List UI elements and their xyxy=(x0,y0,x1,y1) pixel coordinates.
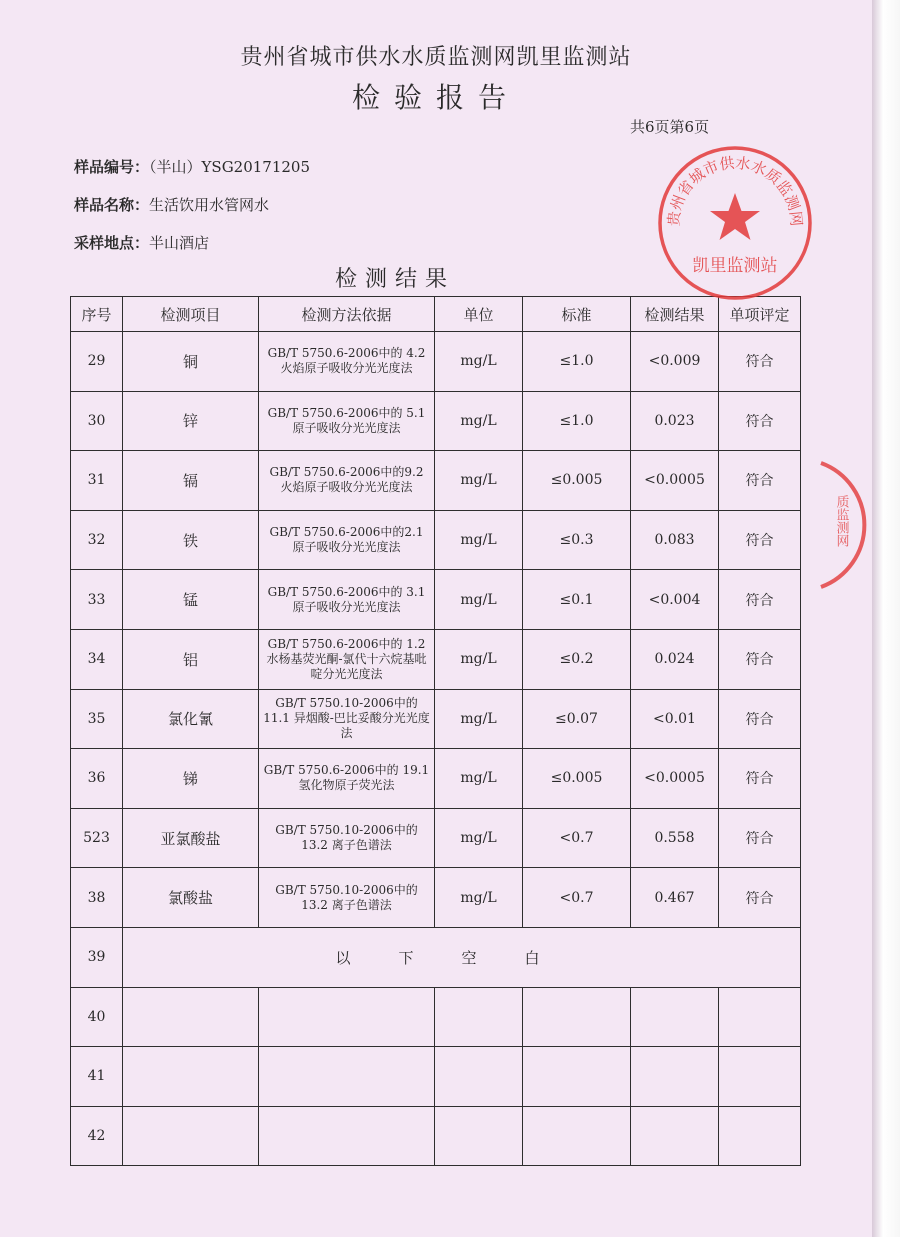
cell-standard: ≤1.0 xyxy=(523,332,631,392)
cell-method: GB/T 5750.6-2006中的 4.2 火焰原子吸收分光光度法 xyxy=(259,332,435,392)
cell-method: GB/T 5750.6-2006中的 1.2 水杨基荧光酮-氯代十六烷基吡啶分光光度法 xyxy=(259,629,435,689)
cell-result: 0.083 xyxy=(631,510,719,570)
cell-verdict: 符合 xyxy=(719,451,801,511)
cell-standard: ≤0.2 xyxy=(523,629,631,689)
sample-id-value: （半山）YSG20171205 xyxy=(149,158,311,176)
table-row xyxy=(71,451,801,511)
table-row xyxy=(71,808,801,868)
sample-name-value: 生活饮用水管网水 xyxy=(149,196,270,214)
table-row xyxy=(71,629,801,689)
cell-verdict: 符合 xyxy=(719,570,801,630)
cell-unit: mg/L xyxy=(435,451,523,511)
cell-result: <0.01 xyxy=(631,689,719,749)
sample-site-label: 采样地点： xyxy=(74,234,150,252)
cell-unit: mg/L xyxy=(435,332,523,392)
cell-no: 32 xyxy=(71,510,123,570)
partial-seal-text: 质监测网 xyxy=(833,495,849,547)
report-title: 检验报告 xyxy=(351,81,520,114)
table-row xyxy=(71,510,801,570)
cell-standard: ≤0.005 xyxy=(523,749,631,809)
cell-verdict: 符合 xyxy=(719,868,801,928)
cell-no: 30 xyxy=(71,391,123,451)
table-row xyxy=(71,391,801,451)
cell-item: 锑 xyxy=(123,749,259,809)
cell-no: 36 xyxy=(71,749,123,809)
cell-method: GB/T 5750.6-2006中的 3.1 原子吸收分光光度法 xyxy=(259,570,435,630)
empty-cell xyxy=(123,1106,259,1166)
cell-standard: ≤0.3 xyxy=(523,510,631,570)
cell-no: 35 xyxy=(71,689,123,749)
sample-site-line xyxy=(74,232,209,253)
cell-standard: ≤1.0 xyxy=(523,391,631,451)
table-row xyxy=(71,689,801,749)
cell-unit: mg/L xyxy=(435,808,523,868)
cell-no: 31 xyxy=(71,451,123,511)
header-standard: 标准 xyxy=(523,297,631,332)
cell-unit: mg/L xyxy=(435,570,523,630)
empty-cell xyxy=(523,1106,631,1166)
cell-unit: mg/L xyxy=(435,510,523,570)
cell-no: 523 xyxy=(71,808,123,868)
empty-cell xyxy=(631,1047,719,1107)
cell-no: 42 xyxy=(71,1106,123,1166)
table-row xyxy=(71,332,801,392)
cell-verdict: 符合 xyxy=(719,808,801,868)
cell-item: 铜 xyxy=(123,332,259,392)
empty-cell xyxy=(123,987,259,1047)
header-method: 检测方法依据 xyxy=(259,297,435,332)
empty-row xyxy=(71,987,801,1047)
empty-row xyxy=(71,1047,801,1107)
table-row xyxy=(71,868,801,928)
cell-method: GB/T 5750.10-2006中的 11.1 异烟酸-巴比妥酸分光光度法 xyxy=(259,689,435,749)
cell-no: 34 xyxy=(71,629,123,689)
cell-result: 0.558 xyxy=(631,808,719,868)
cell-item: 铁 xyxy=(123,510,259,570)
empty-cell xyxy=(631,1106,719,1166)
header-unit: 单位 xyxy=(435,297,523,332)
cell-unit: mg/L xyxy=(435,629,523,689)
cell-method: GB/T 5750.6-2006中的2.1 原子吸收分光光度法 xyxy=(259,510,435,570)
cell-result: <0.004 xyxy=(631,570,719,630)
seal-arc-text: 贵州省城市供水水质监测网 xyxy=(664,153,806,227)
cell-no: 39 xyxy=(71,927,123,987)
cell-result: <0.0005 xyxy=(631,451,719,511)
cell-verdict: 符合 xyxy=(719,332,801,392)
cell-method: GB/T 5750.10-2006中的 13.2 离子色谱法 xyxy=(259,808,435,868)
empty-cell xyxy=(435,987,523,1047)
cell-unit: mg/L xyxy=(435,868,523,928)
partial-seal-stamp xyxy=(815,455,875,595)
cell-no: 40 xyxy=(71,987,123,1047)
header-result: 检测结果 xyxy=(631,297,719,332)
cell-standard: ≤0.07 xyxy=(523,689,631,749)
cell-item: 亚氯酸盐 xyxy=(123,808,259,868)
sample-name-label: 样品名称： xyxy=(74,196,150,214)
table-row xyxy=(71,570,801,630)
header-no: 序号 xyxy=(71,297,123,332)
cell-verdict: 符合 xyxy=(719,391,801,451)
empty-row xyxy=(71,1106,801,1166)
organization-name: 贵州省城市供水水质监测网凯里监测站 xyxy=(240,45,632,70)
cell-method: GB/T 5750.6-2006中的9.2 火焰原子吸收分光光度法 xyxy=(259,451,435,511)
cell-method: GB/T 5750.6-2006中的 5.1 原子吸收分光光度法 xyxy=(259,391,435,451)
cell-item: 铝 xyxy=(123,629,259,689)
empty-cell xyxy=(259,1106,435,1166)
sample-id-line xyxy=(74,156,310,177)
blank-row xyxy=(71,927,801,987)
empty-cell xyxy=(719,987,801,1047)
cell-result: 0.023 xyxy=(631,391,719,451)
cell-method: GB/T 5750.10-2006中的 13.2 离子色谱法 xyxy=(259,868,435,928)
empty-cell xyxy=(719,1047,801,1107)
cell-standard: ≤0.005 xyxy=(523,451,631,511)
seal-bottom-text: 凯里监测站 xyxy=(692,256,778,276)
official-seal-stamp xyxy=(655,143,815,303)
cell-verdict: 符合 xyxy=(719,629,801,689)
cell-result: <0.0005 xyxy=(631,749,719,809)
cell-unit: mg/L xyxy=(435,391,523,451)
blank-text: 以下空白 xyxy=(123,927,801,987)
sample-id-label: 样品编号： xyxy=(74,158,150,176)
cell-result: <0.009 xyxy=(631,332,719,392)
cell-standard: <0.7 xyxy=(523,808,631,868)
cell-verdict: 符合 xyxy=(719,749,801,809)
paper-edge xyxy=(872,0,900,1237)
empty-cell xyxy=(259,987,435,1047)
cell-standard: ≤0.1 xyxy=(523,570,631,630)
results-table xyxy=(70,296,801,1166)
cell-item: 锰 xyxy=(123,570,259,630)
cell-item: 氯酸盐 xyxy=(123,868,259,928)
sample-site-value: 半山酒店 xyxy=(149,234,210,252)
empty-cell xyxy=(523,987,631,1047)
empty-cell xyxy=(523,1047,631,1107)
cell-result: 0.024 xyxy=(631,629,719,689)
cell-item: 氯化氰 xyxy=(123,689,259,749)
cell-standard: <0.7 xyxy=(523,868,631,928)
cell-unit: mg/L xyxy=(435,749,523,809)
cell-unit: mg/L xyxy=(435,689,523,749)
cell-no: 29 xyxy=(71,332,123,392)
empty-cell xyxy=(631,987,719,1047)
header-item: 检测项目 xyxy=(123,297,259,332)
cell-item: 锌 xyxy=(123,391,259,451)
cell-no: 38 xyxy=(71,868,123,928)
sample-name-line xyxy=(74,194,269,215)
cell-no: 41 xyxy=(71,1047,123,1107)
seal-star-icon xyxy=(710,193,760,240)
page-number: 共6页第6页 xyxy=(630,118,710,136)
empty-cell xyxy=(719,1106,801,1166)
header-verdict: 单项评定 xyxy=(719,297,801,332)
empty-cell xyxy=(123,1047,259,1107)
results-title: 检测结果 xyxy=(334,267,455,292)
cell-result: 0.467 xyxy=(631,868,719,928)
cell-no: 33 xyxy=(71,570,123,630)
empty-cell xyxy=(435,1106,523,1166)
cell-method: GB/T 5750.6-2006中的 19.1 氢化物原子荧光法 xyxy=(259,749,435,809)
cell-item: 镉 xyxy=(123,451,259,511)
cell-verdict: 符合 xyxy=(719,689,801,749)
table-row xyxy=(71,749,801,809)
cell-verdict: 符合 xyxy=(719,510,801,570)
empty-cell xyxy=(435,1047,523,1107)
empty-cell xyxy=(259,1047,435,1107)
